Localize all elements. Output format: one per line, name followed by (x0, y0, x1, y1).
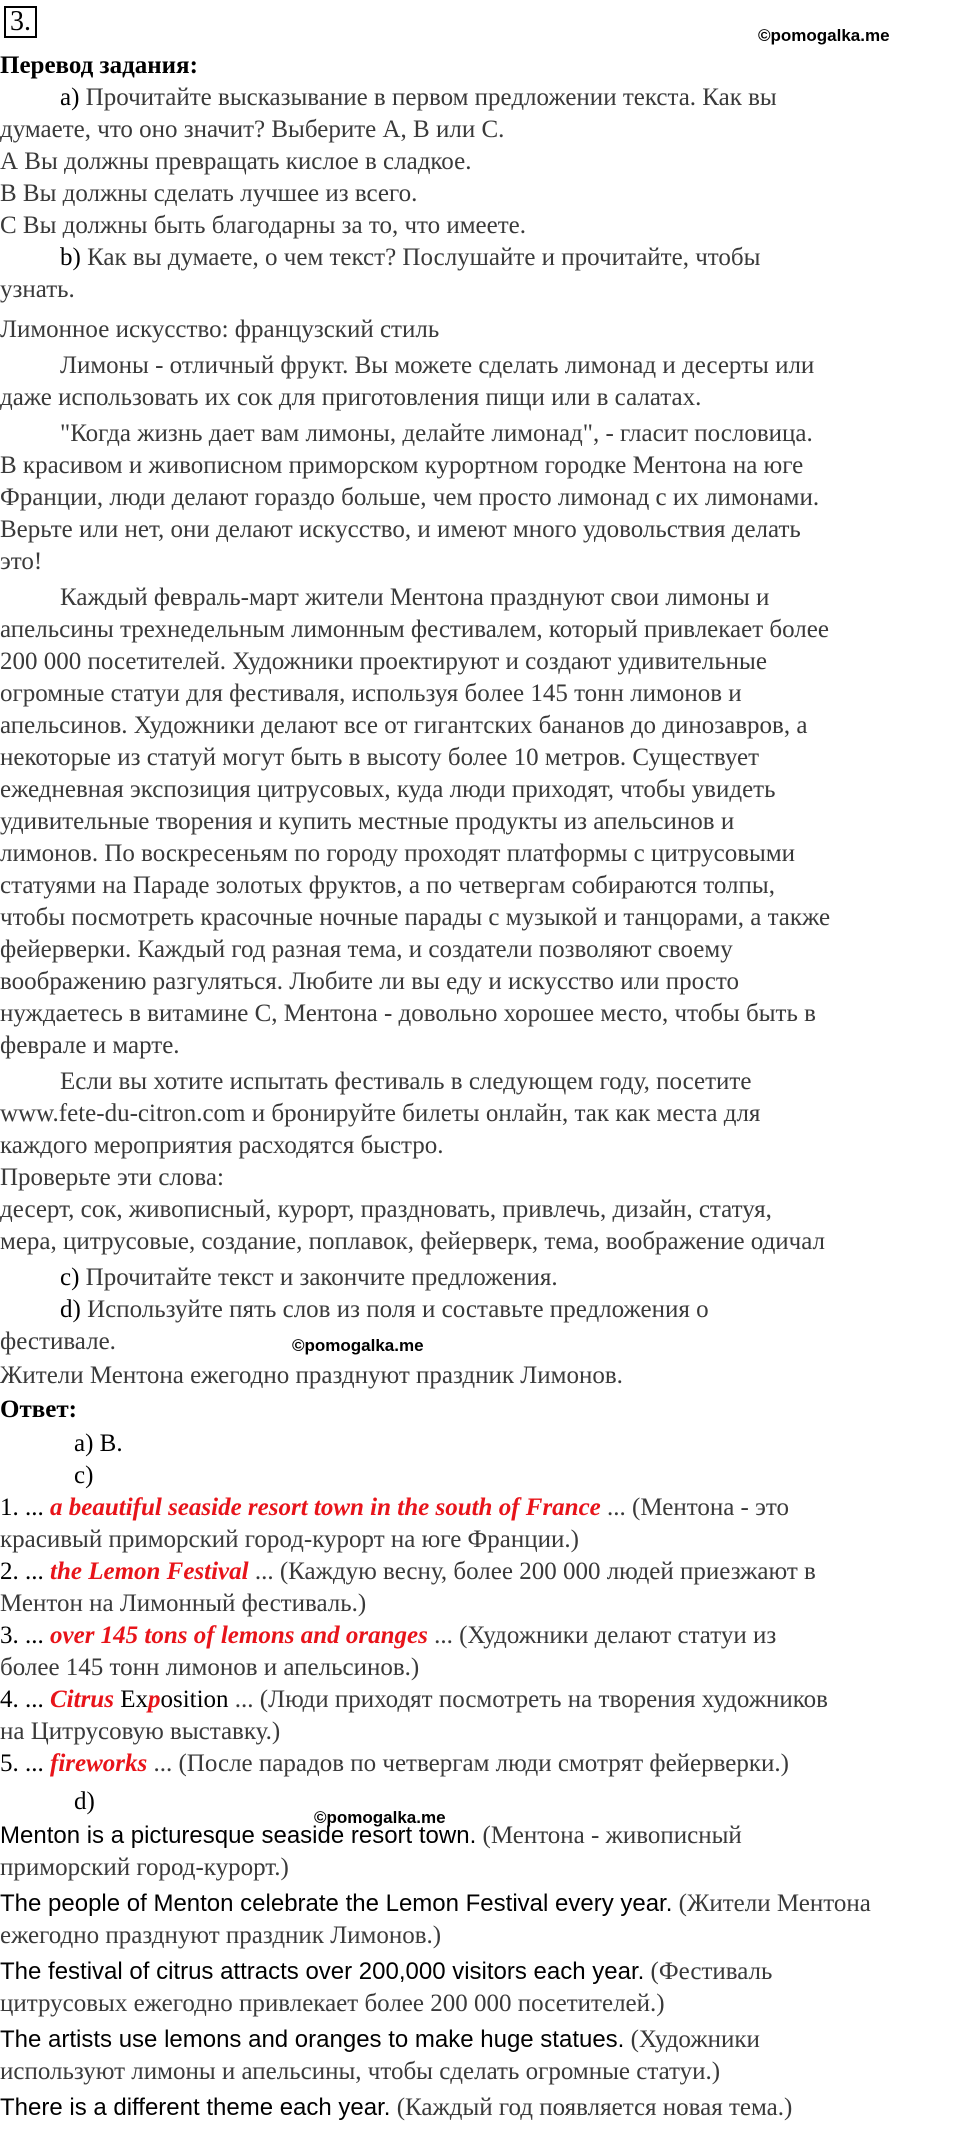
task-c-line (60, 1262, 958, 1294)
p3-line-9: лимонов. По воскресеньям по городу проходят платформы с цитрусовыми (0, 840, 796, 867)
text-title: Лимонное искусство: французский стиль (0, 316, 440, 343)
p3-line-13: воображению разгуляться. Любите ли вы еду и искусство или просто (0, 968, 739, 995)
answer-d-item-1 (0, 1820, 958, 1852)
p3-line-5: апельсинов. Художники делают все от гигантских бананов до динозавров, а (0, 712, 808, 739)
p2-line-5: это! (0, 548, 43, 575)
answer-d-item-4 (0, 2024, 958, 2056)
d-item-2-en: The people of Menton celebrate the Lemon Festival every year. (0, 1890, 673, 1917)
task-d-label: d) (60, 1296, 81, 1323)
p4-line-2: www.fete-du-citron.com и бронируйте билеты онлайн, так как места для (0, 1100, 761, 1127)
d-item-5-en: There is a different theme each year. (0, 2094, 391, 2121)
p2-line-1: "Когда жизнь дает вам лимоны, делайте лимонад", - гласит пословица. (60, 420, 813, 447)
p3-line-4: огромные статуи для фестиваля, используя более 145 тонн лимонов и (0, 680, 742, 707)
example-sentence: Жители Ментона ежегодно празднуют праздник Лимонов. (0, 1362, 623, 1389)
item-2-num: 2. ... (0, 1558, 44, 1585)
answer-heading: Ответ: (0, 1396, 77, 1423)
answer-c-item-4-line-2: на Цитрусовую выставку.) (0, 1718, 281, 1745)
task-c-text: Прочитайте текст и закончите предложения. (85, 1264, 558, 1291)
p3-line-2: апельсины трехнедельным лимонным фестивалем, который привлекает более (0, 616, 829, 643)
p3-line-12: фейерверки. Каждый год разная тема, и создатели позволяют своему (0, 936, 733, 963)
p3-line-11: чтобы посмотреть красочные ночные парады с музыкой и танцорами, а также (0, 904, 831, 931)
p3-line-10: статуями на Параде золотых фруктов, а по четвергам собираются толпы, (0, 872, 775, 899)
p2-line-4: Верьте или нет, они делают искусство, и имеют много удовольствия делать (0, 516, 801, 543)
words-line-2: мера, цитрусовые, создание, поплавок, фейерверк, тема, воображение одичал (0, 1228, 826, 1255)
p4-line-3: каждого мероприятия расходятся быстро. (0, 1132, 444, 1159)
answer-c-label: c) (74, 1462, 94, 1489)
item-4-rest: ... (Люди приходят посмотреть на творения художников (234, 1686, 828, 1713)
answer-c-item-5 (0, 1748, 958, 1780)
item-4-ex-p: p (147, 1686, 161, 1713)
exercise-number: 3. (4, 6, 37, 38)
p2-line-3: Франции, люди делают гораздо больше, чем просто лимонад с их лимонами. (0, 484, 820, 511)
d-item-5-ru: (Каждый год появляется новая тема.) (396, 2094, 793, 2121)
p1-line-2: даже использовать их сок для приготовления пищи или в салатах. (0, 384, 702, 411)
p3-line-8: удивительные творения и купить местные продукты из апельсинов и (0, 808, 735, 835)
words-line-1: десерт, сок, живописный, курорт, праздновать, привлечь, дизайн, статуя, (0, 1196, 772, 1223)
p3-line-15: феврале и марте. (0, 1032, 180, 1059)
item-1-answer: a beautiful seaside resort town in the south of France (50, 1494, 601, 1521)
d-item-3-en: The festival of citrus attracts over 200,000 visitors each year. (0, 1958, 645, 1985)
task-a-text-1: Прочитайте высказывание в первом предложении текста. Как вы (85, 84, 777, 111)
watermark-top: ©pomogalka.me (758, 26, 890, 45)
answer-d-item-2-line-2: ежегодно празднуют праздник Лимонов.) (0, 1922, 442, 1949)
answer-d-item-1-line-2: приморский город-курорт.) (0, 1854, 289, 1881)
task-c-label: c) (60, 1264, 80, 1291)
task-b-label: b) (60, 244, 81, 271)
answer-c-item-3-line-2: более 145 тонн лимонов и апельсинов.) (0, 1654, 420, 1681)
check-words-label: Проверьте эти слова: (0, 1164, 224, 1191)
task-b-text-1: Как вы думаете, о чем текст? Послушайте и прочитайте, чтобы (87, 244, 761, 271)
d-item-4-en: The artists use lemons and oranges to make huge statues. (0, 2026, 625, 2053)
p3-line-6: некоторые из статуй могут быть в высоту более 10 метров. Существует (0, 744, 760, 771)
item-2-answer: the Lemon Festival (50, 1558, 249, 1585)
task-a-line-2: думаете, что оно значит? Выберите А, B или C. (0, 116, 505, 143)
item-4-ex-2: osition (160, 1686, 229, 1713)
item-1-num: 1. ... (0, 1494, 44, 1521)
watermark-middle: ©pomogalka.me (292, 1336, 424, 1355)
option-b: B Вы должны сделать лучшее из всего. (0, 180, 418, 207)
d-item-3-ru: (Фестиваль (650, 1958, 773, 1985)
option-c: C Вы должны быть благодарны за то, что имеете. (0, 212, 527, 239)
task-d-text-1: Используйте пять слов из поля и составьте предложения о (87, 1296, 709, 1323)
item-3-rest: ... (Художники делают статуи из (434, 1622, 777, 1649)
answer-c-item-1 (0, 1492, 958, 1524)
task-d-line-1 (60, 1294, 958, 1326)
translation-heading: Перевод задания: (0, 52, 198, 79)
p3-line-3: 200 000 посетителей. Художники проектируют и создают удивительные (0, 648, 767, 675)
p3-line-7: ежедневная экспозиция цитрусовых, куда люди приходят, чтобы увидеть (0, 776, 776, 803)
item-1-rest: ... (Ментона - это (607, 1494, 789, 1521)
task-a-label: а) (60, 84, 80, 111)
answer-d-label: d) (74, 1788, 95, 1815)
answer-c-item-3 (0, 1620, 958, 1652)
item-5-num: 5. ... (0, 1750, 44, 1777)
task-d-line-2: фестивале. (0, 1328, 116, 1355)
p1-line-1: Лимоны - отличный фрукт. Вы можете сделать лимонад и десерты или (60, 352, 815, 379)
answer-a: а) В. (74, 1430, 123, 1457)
task-a-line-1 (60, 82, 958, 114)
d-item-1-ru: (Ментона - живописный (482, 1822, 742, 1849)
item-3-answer: over 145 tons of lemons and oranges (50, 1622, 428, 1649)
task-b-line-1 (60, 242, 958, 274)
answer-d-item-5 (0, 2092, 958, 2124)
item-4-answer: Citrus (50, 1686, 114, 1713)
item-5-rest: ... (После парадов по четвергам люди смотрят фейерверки.) (153, 1750, 789, 1777)
d-item-2-ru: (Жители Ментона (678, 1890, 871, 1917)
item-4-num: 4. ... (0, 1686, 44, 1713)
answer-d-item-2 (0, 1888, 958, 1920)
p2-line-2: В красивом и живописном приморском курортном городке Ментона на юге (0, 452, 804, 479)
item-3-num: 3. ... (0, 1622, 44, 1649)
task-b-line-2: узнать. (0, 276, 75, 303)
d-item-1-en: Menton is a picturesque seaside resort town. (0, 1822, 477, 1849)
answer-c-item-1-line-2: красивый приморский город-курорт на юге Франции.) (0, 1526, 579, 1553)
watermark-bottom: ©pomogalka.me (314, 1808, 446, 1827)
item-5-answer: fireworks (50, 1750, 148, 1777)
p3-line-1: Каждый февраль-март жители Ментона празднуют свои лимоны и (60, 584, 770, 611)
d-item-4-ru: (Художники (630, 2026, 760, 2053)
answer-d-item-3 (0, 1956, 958, 1988)
answer-d-item-4-line-2: используют лимоны и апельсины, чтобы сделать огромные статуи.) (0, 2058, 721, 2085)
answer-d-item-3-line-2: цитрусовых ежегодно привлекает более 200 000 посетителей.) (0, 1990, 665, 2017)
option-a: А Вы должны превращать кислое в сладкое. (0, 148, 472, 175)
answer-c-item-4 (0, 1684, 958, 1716)
answer-c-item-2-line-2: Ментон на Лимонный фестиваль.) (0, 1590, 367, 1617)
answer-c-item-2 (0, 1556, 958, 1588)
item-4-ex-1: Ex (120, 1686, 148, 1713)
p3-line-14: нуждаетесь в витамине С, Ментона - довольно хорошее место, чтобы быть в (0, 1000, 816, 1027)
p4-line-1: Если вы хотите испытать фестиваль в следующем году, посетите (60, 1068, 752, 1095)
item-2-rest: ... (Каждую весну, более 200 000 людей приезжают в (254, 1558, 816, 1585)
